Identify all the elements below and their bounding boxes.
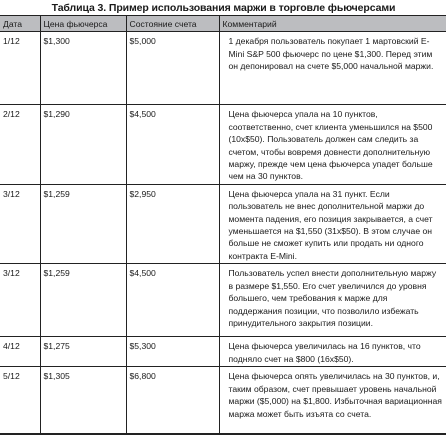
cell-comment: Пользователь успел внести дополнительную маржу в размере $1,550. Его счет увеличился до уровня большего, чем требования к марже для поддержания позиции, что позволило избежать принудительного закрытия позиции. [219,264,446,337]
cell-account-state: $4,500 [126,264,219,337]
table-row [0,264,446,337]
cell-date: 4/12 [0,337,40,367]
cell-date: 1/12 [0,32,40,105]
cell-date: 3/12 [0,264,40,337]
cell-account-state: $5,000 [126,32,219,105]
cell-comment: Цена фьючерса опять увеличилась на 30 пунктов, и, таким образом, счет превышает уровень начальной маржи ($5,000) на $1,800. Избыточная вариационная маржа может быть изъята со счета. [219,367,446,435]
cell-futures-price: $1,259 [40,184,126,263]
header-comment: Комментарий [219,16,446,32]
table-row [0,367,446,435]
cell-account-state: $6,800 [126,367,219,435]
cell-comment: Цена фьючерса упала на 31 пункт. Если пользователь не внес дополнительной маржи до момента падения, его позиция закрывается, а счет уменьшается на $1,550 (31х$50). В этом случае он больше не сможет купить или продать ни одного контракта E-Mini. [219,184,446,263]
table-row [0,184,446,263]
cell-account-state: $2,950 [126,184,219,263]
cell-date: 5/12 [0,367,40,435]
table-row [0,105,446,184]
cell-comment: Цена фьючерса увеличилась на 16 пунктов, что подняло счет на $800 (16х$50). [219,337,446,367]
cell-account-state: $5,300 [126,337,219,367]
cell-futures-price: $1,300 [40,32,126,105]
cell-futures-price: $1,305 [40,367,126,435]
cell-comment: Цена фьючерса упала на 10 пунктов, соответственно, счет клиента уменьшился на $500 (10х$50). Пользователь должен сам следить за счетом, чтобы вовремя довнести дополнительную маржу, прежде чем цена фьючерса упадет больше чем на 30 пунктов. [219,105,446,184]
cell-account-state: $4,500 [126,105,219,184]
table-row [0,32,446,105]
margin-example-table [0,15,446,435]
table-row [0,337,446,367]
header-futures-price: Цена фьючерса [40,16,126,32]
cell-futures-price: $1,275 [40,337,126,367]
table-caption: Таблица 3. Пример использования маржи в торговле фьючерсами [51,2,396,14]
header-account-state: Состояние счета [126,16,219,32]
cell-futures-price: $1,290 [40,105,126,184]
cell-futures-price: $1,259 [40,264,126,337]
header-date: Дата [0,16,40,32]
cell-date: 2/12 [0,105,40,184]
cell-comment: 1 декабря пользователь покупает 1 мартовский E-Mini S&P 500 фьючерс по цене $1,300. Перед этим он депонировал на счете $5,000 начальной маржи. [219,32,446,105]
table-header-row [0,16,446,32]
cell-date: 3/12 [0,184,40,263]
